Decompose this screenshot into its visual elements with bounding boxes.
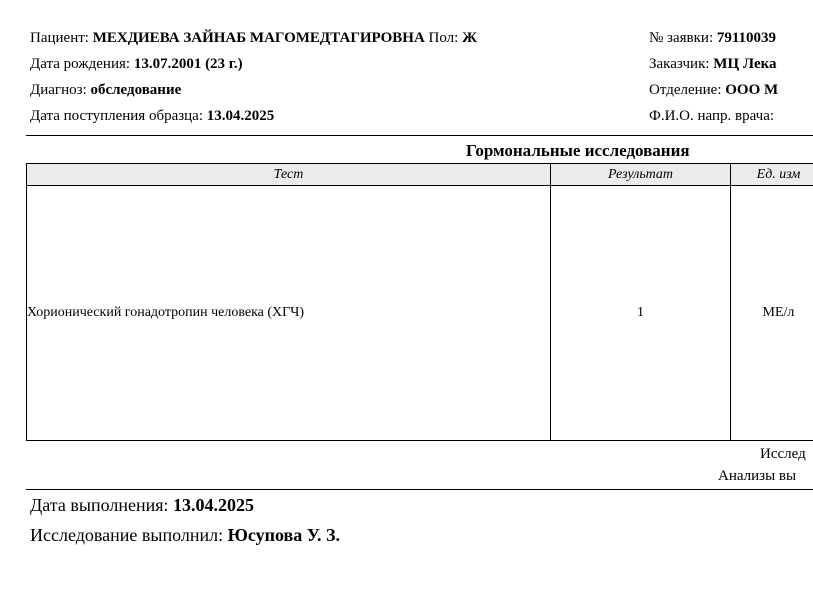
customer-label: Заказчик: xyxy=(649,56,710,72)
diagnosis-line xyxy=(30,81,181,99)
note-line-1: Исслед xyxy=(760,446,806,462)
header-divider xyxy=(26,135,813,136)
sample-date-label: Дата поступления образца: xyxy=(30,108,204,124)
unit-cell: МЕ/л xyxy=(731,186,813,441)
completion-date-value: 13.04.2025 xyxy=(173,495,255,515)
completion-date-label: Дата выполнения: xyxy=(30,495,169,515)
column-header-result: Результат xyxy=(551,164,731,186)
sex-label: Пол: xyxy=(428,30,459,46)
department-line xyxy=(649,81,778,99)
diagnosis-value: обследование xyxy=(90,82,182,98)
department-label: Отделение: xyxy=(649,82,722,98)
section-title: Гормональные исследования xyxy=(466,141,690,160)
column-header-unit: Ед. изм xyxy=(731,164,813,186)
table-header-row xyxy=(27,164,813,186)
birth-date-value: 13.07.2001 (23 г.) xyxy=(133,56,243,72)
patient-name: МЕХДИЕВА ЗАЙНАБ МАГОМЕДТАГИРОВНА xyxy=(92,30,425,46)
column-header-test: Тест xyxy=(27,164,551,186)
patient-label: Пациент: xyxy=(30,30,89,46)
birth-date-label: Дата рождения: xyxy=(30,56,131,72)
results-table xyxy=(26,163,813,441)
performer-name: Юсупова У. З. xyxy=(227,525,341,545)
table-row xyxy=(27,186,813,441)
customer-value: МЦ Лека xyxy=(713,56,777,72)
diagnosis-label: Диагноз: xyxy=(30,82,87,98)
order-number: 79110039 xyxy=(716,30,777,46)
note-line-2: Анализы вы xyxy=(718,468,797,484)
test-name-cell: Хорионический гонадотропин человека (ХГЧ) xyxy=(27,186,551,441)
completion-date-line xyxy=(30,494,254,516)
footer-divider xyxy=(26,489,813,490)
performer-label: Исследование выполнил: xyxy=(30,525,224,545)
order-label: № заявки: xyxy=(649,30,714,46)
result-value-cell: 1 xyxy=(551,186,731,441)
department-value: ООО М xyxy=(725,82,779,98)
doctor-label: Ф.И.О. напр. врача: xyxy=(649,108,775,124)
sample-date-value: 13.04.2025 xyxy=(206,108,275,124)
order-line xyxy=(649,29,776,47)
birth-date-line xyxy=(30,55,243,73)
performer-line xyxy=(30,524,340,546)
customer-line xyxy=(649,55,777,73)
sex-value: Ж xyxy=(462,30,477,46)
sample-date-line xyxy=(30,107,274,125)
patient-line xyxy=(30,29,477,47)
doctor-line xyxy=(649,107,774,125)
